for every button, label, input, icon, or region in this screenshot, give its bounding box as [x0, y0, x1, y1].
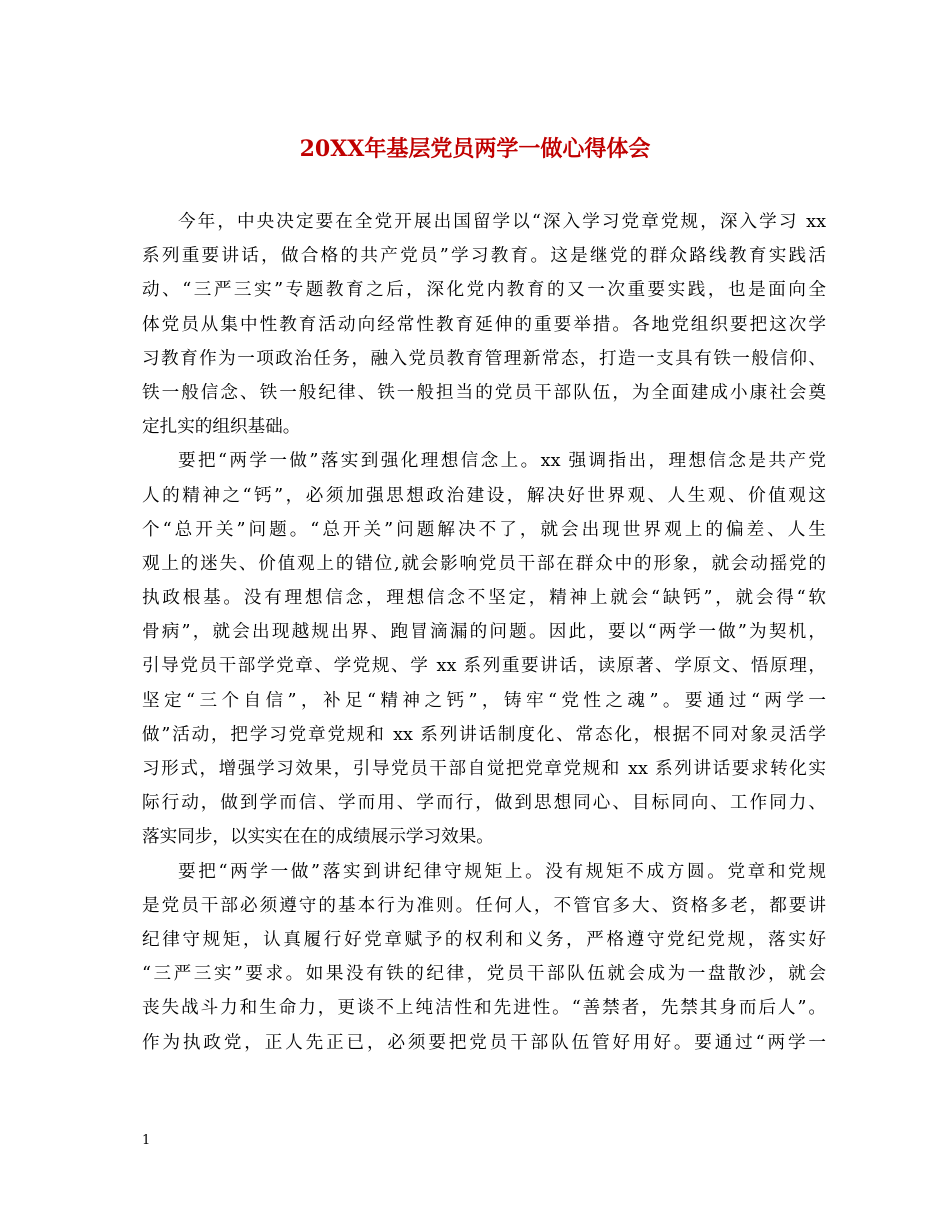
paragraph-line: 观上的迷失、价值观上的错位,就会影响党员干部在群众中的形象，就会动摇党的: [142, 553, 826, 574]
paragraph-line: 是党员干部必须遵守的基本行为准则。任何人，不管官多大、资格多老，都要讲: [142, 895, 826, 916]
paragraph-line: 执政根基。没有理想信念，理想信念不坚定，精神上就会“缺钙”，就会得“软: [142, 588, 826, 609]
paragraph-line: 作为执政党，正人先正已，必须要把党员干部队伍管好用好。要通过“两学一: [142, 1032, 826, 1053]
paragraph-line: 个“总开关”问题。“总开关”问题解决不了，就会出现世界观上的偏差、人生: [142, 519, 826, 540]
paragraph-line: 习教育作为一项政治任务，融入党员教育管理新常态，打造一支具有铁一般信仰、: [142, 348, 826, 369]
document-body: [142, 205, 826, 1060]
paragraph-line: 落实同步，以实实在在的成绩展示学习效果。: [142, 827, 494, 848]
paragraph-line: 人的精神之“钙”，必须加强思想政治建设，解决好世界观、人生观、价值观这: [142, 485, 826, 506]
paragraph-line: 际行动，做到学而信、学而用、学而行，做到思想同心、目标同向、工作同力、: [142, 793, 826, 814]
paragraph-line: 丧失战斗力和生命力，更谈不上纯洁性和先进性。“善禁者，先禁其身而后人”。: [142, 998, 826, 1019]
document-title: 20XX年基层党员两学一做心得体会: [299, 136, 651, 162]
paragraph-line: 系列重要讲话，做合格的共产党员”学习教育。这是继党的群众路线教育实践活: [142, 246, 826, 267]
paragraph-line: 要把“两学一做”落实到强化理想信念上。xx 强调指出，理想信念是共产党: [178, 451, 826, 472]
paragraph-line: 要把“两学一做”落实到讲纪律守规矩上。没有规矩不成方圆。党章和党规: [178, 861, 826, 882]
paragraph-line: “三严三实”要求。如果没有铁的纪律，党员干部队伍就会成为一盘散沙，就会: [142, 964, 826, 985]
paragraph-line: 定扎实的组织基础。: [142, 417, 301, 438]
paragraph-line: 习形式，增强学习效果，引导党员干部自觉把党章党规和 xx 系列讲话要求转化实: [142, 759, 826, 779]
paragraph-line: 今年，中央决定要在全党开展出国留学以“深入学习党章党规，深入学习 xx: [178, 212, 826, 232]
paragraph-line: 骨病”，就会出现越规出界、跑冒滴漏的问题。因此，要以“两学一做”为契机，: [142, 622, 826, 643]
paragraph-line: 坚定“三个自信”，补足“精神之钙”，铸牢“党性之魂”。要通过“两学一: [142, 690, 826, 711]
paragraph-line: 铁一般信念、铁一般纪律、铁一般担当的党员干部队伍，为全面建成小康社会奠: [142, 382, 826, 403]
paragraph-line: 做”活动，把学习党章党规和 xx 系列讲话制度化、常态化，根据不同对象灵活学: [142, 724, 826, 745]
page-number: 1: [142, 1133, 151, 1148]
paragraph-line: 纪律守规矩，认真履行好党章赋予的权利和义务，严格遵守党纪党规，落实好: [142, 929, 826, 950]
paragraph-line: 引导党员干部学党章、学党规、学 xx 系列重要讲话，读原著、学原文、悟原理，: [142, 656, 826, 677]
paragraph-line: 动、“三严三实”专题教育之后，深化党内教育的又一次重要实践，也是面向全: [142, 280, 826, 301]
paragraph-line: 体党员从集中性教育活动向经常性教育延伸的重要举措。各地党组织要把这次学: [142, 314, 826, 335]
